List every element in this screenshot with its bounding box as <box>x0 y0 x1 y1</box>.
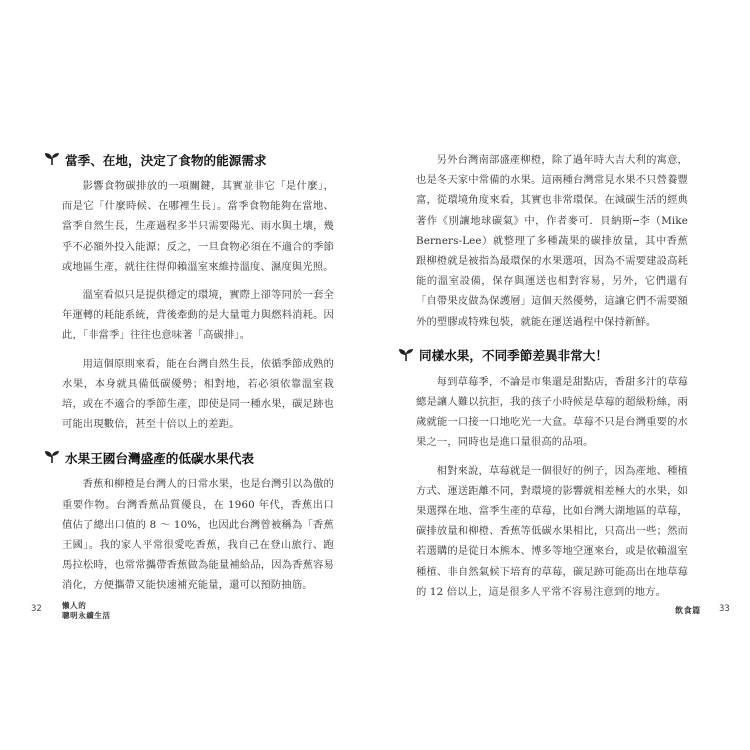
sprout-icon <box>398 348 414 362</box>
page-number: 32 <box>31 604 42 614</box>
section-heading <box>398 346 688 364</box>
body-paragraph: 用這個原則來看，能在台灣自然生長，依循季節成熟的水果，本身就具備低碳優勢；相對地，若必須依靠溫室栽培，或在不適合的季節生產，即使是同一種水果，碳足跡也可能出現數倍，甚至十倍以上的差距。 <box>62 357 334 431</box>
left-column <box>62 150 334 604</box>
body-paragraph: 另外台灣南部盛產柳橙，除了過年時大吉大利的寓意，也是冬天家中常備的水果。這兩種台灣常見水果不只營養豐富，從環境角度來看，其實也非常環保。在減碳生活的經典著作《別讓地球碳氣》中，作者麥可．貝納斯─李（Mike Berners-Lee）就整理了多種蔬果的碳排放量，其中香蕉跟柳橙就是被指為最環保的水果選項，因為不需要建設高耗能的溫室設備，保存與運送也相對容易，另外，它們還有「自帶果皮做為保護層」這個天然優勢，這讓它們不需要額外的塑膠或特殊包裝，就能在運送過程中保持新鮮。 <box>416 154 688 328</box>
section-heading <box>44 448 334 466</box>
running-title-line: 懶人的 <box>62 601 87 610</box>
body-paragraph: 影響食物碳排放的一項關鍵，其實並非它「是什麼」，而是它「什麼時候、在哪裡生長」。當季食物能夠在當地、當季自然生長，生產過程多半只需要陽光、雨水與土壤，幾乎不必額外投入能源；反之，一旦食物必須在不適合的季節或地區生產，就往往得仰賴溫室來維持溫度、濕度與光照。 <box>62 180 334 273</box>
sprout-icon <box>44 450 60 464</box>
body-paragraph: 相對來說，草莓就是一個很好的例子，因為產地、種植方式、運送距離不同，對環境的影響就相差極大的水果，如果選擇在地、當季生產的草莓，比如台灣大湖地區的草莓，碳排放量和柳橙、香蕉等低碳水果相比，只高出一些；然而若選購的是從日本熊本、博多等地空運來台，或是依賴溫室種植、非自然氣候下培育的草莓，碳足跡可能高出在地草莓的 12 倍以上，這是很多人平常不容易注意到的地方。 <box>416 464 688 598</box>
body-paragraph: 每到草莓季，不論是市集還是甜點店，香甜多汁的草莓總是讓人難以抗拒，我的孩子小時候是草莓的超級粉絲，兩歲就能一口接一口地吃光一大盒。草莓不只是台灣重要的水果之一，同時也是進口量很高的品項。 <box>416 375 688 449</box>
page-number: 33 <box>719 604 730 614</box>
section-heading-text: 同樣水果，不同季節差異非常大！ <box>419 348 608 364</box>
section-heading-text: 當季、在地，決定了食物的能源需求 <box>65 152 267 168</box>
right-page <box>375 0 750 750</box>
section-heading <box>44 150 334 168</box>
body-paragraph: 香蕉和柳橙是台灣人的日常水果，也是台灣引以為傲的重要作物。台灣香蕉品質優良，在 1960 年代，香蕉出口值佔了總出口值的 8 ～ 10%，也因此台灣曾被稱為「香蕉王國」。我的家人平常很愛吃香蕉，我自己在登山旅行、跑馬拉松時，也常常攜帶香蕉做為能量補給品，因為香蕉容易消化，方便攜帶又能快速補充能量，還可以預防抽筋。 <box>62 478 334 592</box>
sprout-icon <box>44 152 60 166</box>
running-section-name: 飲食篇 <box>675 606 701 615</box>
running-title <box>62 601 111 621</box>
body-paragraph: 溫室看似只是提供穩定的環境，實際上卻等同於一套全年運轉的耗能系統，背後牽動的是大量電力與燃料消耗。因此，「非當季」往往也意味著「高碳排」。 <box>62 289 334 342</box>
running-title-line: 聰明永續生活 <box>62 611 111 620</box>
right-column <box>416 150 688 610</box>
section-heading-text: 水果王國台灣盛產的低碳水果代表 <box>65 450 254 466</box>
